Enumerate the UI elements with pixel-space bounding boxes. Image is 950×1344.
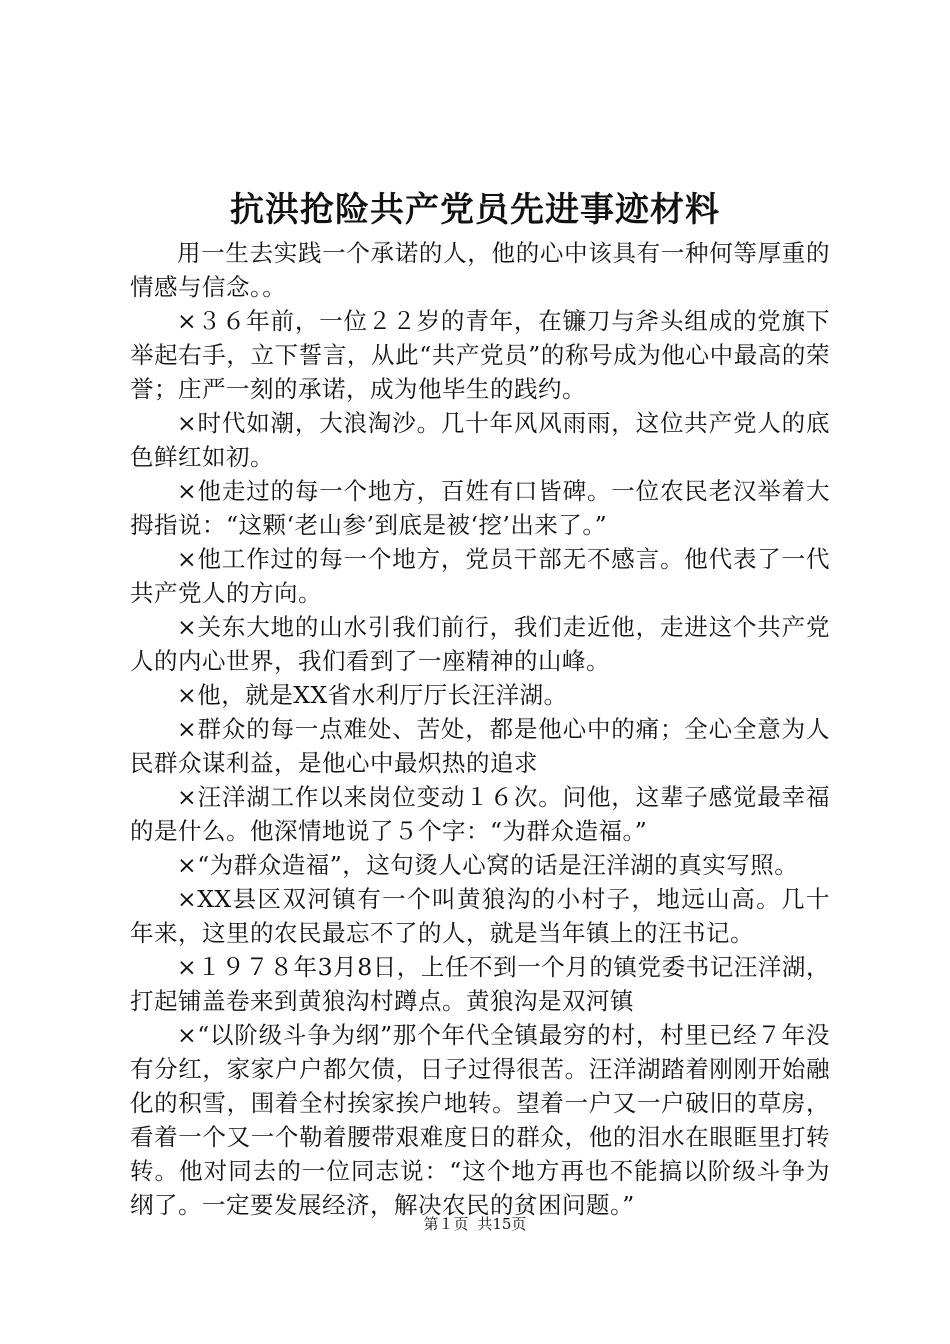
- paragraph: ×关东大地的山水引我们前行，我们走近他，走进这个共产党人的内心世界，我们看到了一座精神的山峰。: [130, 613, 830, 675]
- paragraph: 用一生去实践一个承诺的人，他的心中该具有一种何等厚重的情感与信念。。: [130, 239, 830, 301]
- page-number: 第１页: [423, 1215, 469, 1233]
- paragraph: ×他，就是XX省水利厅厅长汪洋湖。: [177, 681, 568, 709]
- paragraph: ×１９７８年3月8日，上任不到一个月的镇党委书记汪洋湖，打起铺盖卷来到黄狼沟村蹲点。黄狼沟是双河镇: [130, 953, 830, 1015]
- document-body: [130, 236, 830, 1222]
- paragraph: ×他工作过的每一个地方，党员干部无不感言。他代表了一代共产党人的方向。: [130, 545, 830, 607]
- paragraph: ×群众的每一点难处、苦处，都是他心中的痛；全心全意为人民群众谋利益，是他心中最炽热的追求: [130, 715, 830, 777]
- paragraph: ×他走过的每一个地方，百姓有口皆碑。一位农民老汉举着大拇指说：“这颗‘老山参’到底是被‘挖’出来了。”: [130, 477, 830, 539]
- paragraph: ×“以阶级斗争为纲”那个年代全镇最穷的村，村里已经７年没有分红，家家户户都欠债，日子过得很苦。汪洋湖踏着刚刚开始融化的积雪，围着全村挨家挨户地转。望着一户又一户破旧的草房，看着一个又一个勒着腰带艰难度日的群众，他的泪水在眼眶里打转转。他对同去的一位同志说：“这个地方再也不能搞以阶级斗争为纲了。一定要发展经济，解决农民的贫困问题。”: [130, 1021, 830, 1219]
- paragraph: ×XX县区双河镇有一个叫黄狼沟的小村子，地远山高。几十年来，这里的农民最忘不了的人，就是当年镇上的汪书记。: [130, 885, 830, 947]
- paragraph: ×时代如潮，大浪淘沙。几十年风风雨雨，这位共产党人的底色鲜红如初。: [130, 409, 830, 471]
- document-title: 抗洪抢险共产党员先进事迹材料: [230, 190, 720, 230]
- page-footer: [0, 1214, 950, 1234]
- paragraph: ×汪洋湖工作以来岗位变动１６次。问他，这辈子感觉最幸福的是什么。他深情地说了５个字：“为群众造福。”: [130, 783, 830, 845]
- paragraph: ×３６年前，一位２２岁的青年，在镰刀与斧头组成的党旗下举起右手，立下誓言，从此“共产党员”的称号成为他心中最高的荣誉；庄严一刻的承诺，成为他毕生的践约。: [130, 307, 830, 403]
- page-total: 共15页: [477, 1215, 527, 1233]
- paragraph: ×“为群众造福”，这句烫人心窝的话是汪洋湖的真实写照。: [177, 851, 799, 879]
